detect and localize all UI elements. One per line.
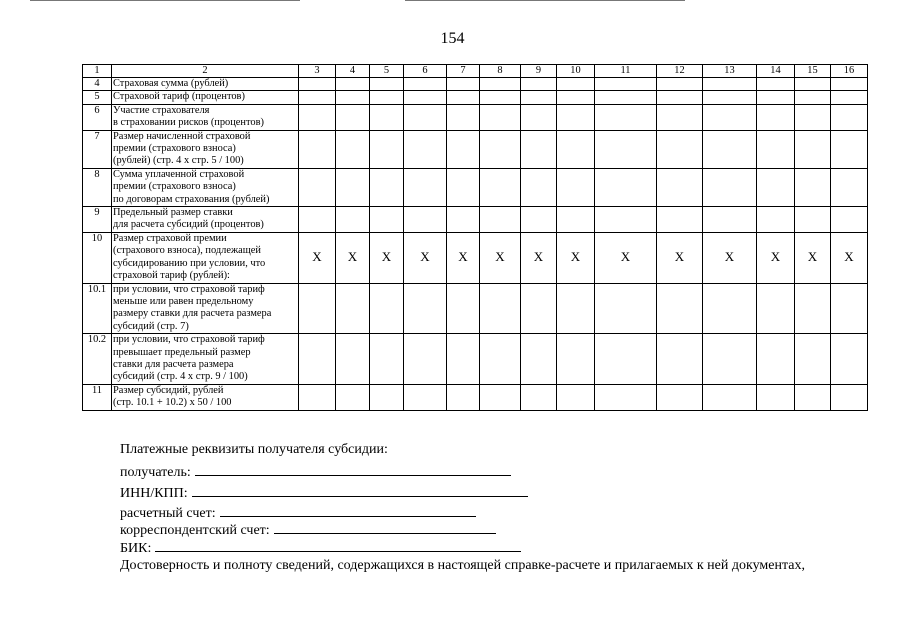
empty-cell <box>336 104 370 130</box>
empty-cell <box>299 168 336 206</box>
column-header-12: 12 <box>657 65 703 78</box>
empty-cell <box>370 384 404 410</box>
row-number: 11 <box>83 384 112 410</box>
empty-cell <box>336 334 370 385</box>
inn-kpp-blank <box>192 483 528 497</box>
empty-cell <box>447 130 480 168</box>
empty-cell <box>370 207 404 233</box>
empty-cell <box>447 104 480 130</box>
table-row <box>83 130 868 168</box>
empty-cell <box>703 283 757 334</box>
subsidy-calculation-table <box>82 64 868 411</box>
row-label-line: (стр. 10.1 + 10.2) х 50 / 100 <box>113 397 232 409</box>
cross-mark-cell: X <box>703 232 757 283</box>
row-label <box>112 130 299 168</box>
empty-cell <box>480 104 521 130</box>
row-label <box>112 78 299 91</box>
empty-cell <box>657 104 703 130</box>
correspondent-account-field <box>120 520 496 539</box>
cross-mark-cell: X <box>831 232 868 283</box>
recipient-field <box>120 462 511 481</box>
empty-cell <box>595 104 657 130</box>
certification-text: Достоверность и полноту сведений, содержащихся в настоящей справке-расчете и прилагаемых к ней документах, <box>120 558 805 573</box>
row-label-line: Участие страхователя <box>113 104 210 116</box>
row-label <box>112 91 299 104</box>
row-label-line: Сумма уплаченной страховой <box>113 168 245 180</box>
top-edge-line-right <box>405 0 685 1</box>
empty-cell <box>795 384 831 410</box>
column-header-7: 7 <box>447 65 480 78</box>
empty-cell <box>757 104 795 130</box>
empty-cell <box>557 104 595 130</box>
empty-cell <box>336 384 370 410</box>
empty-cell <box>657 78 703 91</box>
empty-cell <box>447 78 480 91</box>
empty-cell <box>795 283 831 334</box>
empty-cell <box>521 130 557 168</box>
table-row <box>83 168 868 206</box>
empty-cell <box>336 78 370 91</box>
cross-mark-cell: X <box>480 232 521 283</box>
empty-cell <box>557 78 595 91</box>
empty-cell <box>521 78 557 91</box>
bik-blank <box>155 538 521 552</box>
empty-cell <box>404 384 447 410</box>
empty-cell <box>557 334 595 385</box>
column-header-2: 2 <box>112 65 299 78</box>
bik-field <box>120 538 521 557</box>
cross-mark-cell: X <box>795 232 831 283</box>
empty-cell <box>521 207 557 233</box>
empty-cell <box>370 104 404 130</box>
empty-cell <box>447 207 480 233</box>
empty-cell <box>595 384 657 410</box>
requisites-heading: Платежные реквизиты получателя субсидии: <box>120 442 388 457</box>
correspondent-account-label: корреспондентский счет: <box>120 523 270 538</box>
recipient-label: получатель: <box>120 465 191 480</box>
empty-cell <box>703 104 757 130</box>
empty-cell <box>521 384 557 410</box>
empty-cell <box>404 168 447 206</box>
empty-cell <box>480 91 521 104</box>
table-body <box>83 65 868 411</box>
row-label-line: размеру ставки для расчета размера <box>113 308 272 320</box>
column-header-5: 5 <box>370 65 404 78</box>
recipient-blank <box>195 462 511 476</box>
empty-cell <box>521 91 557 104</box>
empty-cell <box>447 283 480 334</box>
column-header-4: 4 <box>336 65 370 78</box>
empty-cell <box>595 78 657 91</box>
empty-cell <box>404 104 447 130</box>
empty-cell <box>795 334 831 385</box>
row-label-line: при условии, что страховой тариф <box>113 334 265 346</box>
settlement-account-label: расчетный счет: <box>120 506 216 521</box>
empty-cell <box>831 130 868 168</box>
column-header-6: 6 <box>404 65 447 78</box>
empty-cell <box>703 334 757 385</box>
empty-cell <box>336 283 370 334</box>
row-label <box>112 104 299 130</box>
column-header-3: 3 <box>299 65 336 78</box>
table-row <box>83 207 868 233</box>
empty-cell <box>370 283 404 334</box>
empty-cell <box>299 91 336 104</box>
empty-cell <box>447 334 480 385</box>
row-label-line: премии (страхового взноса) <box>113 181 236 193</box>
empty-cell <box>557 283 595 334</box>
table-row <box>83 78 868 91</box>
empty-cell <box>703 207 757 233</box>
settlement-account-blank <box>220 503 476 517</box>
empty-cell <box>370 168 404 206</box>
table-header-row <box>83 65 868 78</box>
row-label-line: превышает предельный размер <box>113 346 251 358</box>
empty-cell <box>831 104 868 130</box>
table-row <box>83 91 868 104</box>
empty-cell <box>595 283 657 334</box>
empty-cell <box>557 384 595 410</box>
empty-cell <box>299 207 336 233</box>
row-label-line: субсидированию при условии, что <box>113 257 266 269</box>
empty-cell <box>595 130 657 168</box>
empty-cell <box>595 207 657 233</box>
row-label-line: премии (страхового взноса) <box>113 143 236 155</box>
row-label-line: при условии, что страховой тариф <box>113 283 265 295</box>
empty-cell <box>404 283 447 334</box>
row-number: 10.2 <box>83 334 112 385</box>
row-label-line: для расчета субсидий (процентов) <box>113 219 264 231</box>
empty-cell <box>370 78 404 91</box>
empty-cell <box>404 334 447 385</box>
row-label-line: страховой тариф (рублей): <box>113 270 230 282</box>
empty-cell <box>299 384 336 410</box>
row-number: 7 <box>83 130 112 168</box>
column-header-8: 8 <box>480 65 521 78</box>
empty-cell <box>657 283 703 334</box>
row-label-line: (страхового взноса), подлежащей <box>113 245 261 257</box>
correspondent-account-blank <box>274 520 496 534</box>
empty-cell <box>595 334 657 385</box>
cross-mark-cell: X <box>595 232 657 283</box>
top-edge-line-left <box>30 0 300 1</box>
empty-cell <box>521 334 557 385</box>
empty-cell <box>557 91 595 104</box>
inn-kpp-label: ИНН/КПП: <box>120 486 188 501</box>
empty-cell <box>370 334 404 385</box>
empty-cell <box>703 78 757 91</box>
row-label-line: в страховании рисков (процентов) <box>113 117 264 129</box>
row-number: 5 <box>83 91 112 104</box>
row-label <box>112 283 299 334</box>
table-row <box>83 384 868 410</box>
inn-kpp-field <box>120 483 528 502</box>
empty-cell <box>703 384 757 410</box>
empty-cell <box>480 283 521 334</box>
column-header-11: 11 <box>595 65 657 78</box>
cross-mark-cell: X <box>336 232 370 283</box>
empty-cell <box>831 384 868 410</box>
row-number: 8 <box>83 168 112 206</box>
empty-cell <box>447 168 480 206</box>
empty-cell <box>521 283 557 334</box>
column-header-13: 13 <box>703 65 757 78</box>
empty-cell <box>557 130 595 168</box>
cross-mark-cell: X <box>447 232 480 283</box>
row-label <box>112 232 299 283</box>
empty-cell <box>657 91 703 104</box>
empty-cell <box>370 130 404 168</box>
row-label-line: ставки для расчета размера <box>113 358 234 370</box>
empty-cell <box>757 78 795 91</box>
empty-cell <box>703 130 757 168</box>
empty-cell <box>404 130 447 168</box>
empty-cell <box>447 384 480 410</box>
column-header-16: 16 <box>831 65 868 78</box>
empty-cell <box>831 78 868 91</box>
cross-mark-cell: X <box>370 232 404 283</box>
empty-cell <box>757 91 795 104</box>
row-label <box>112 384 299 410</box>
empty-cell <box>703 91 757 104</box>
column-header-15: 15 <box>795 65 831 78</box>
table-row <box>83 232 868 283</box>
table-row <box>83 283 868 334</box>
cross-mark-cell: X <box>299 232 336 283</box>
table-row <box>83 104 868 130</box>
row-label <box>112 207 299 233</box>
row-label-line: Размер субсидий, рублей <box>113 384 224 396</box>
row-number: 4 <box>83 78 112 91</box>
empty-cell <box>480 78 521 91</box>
empty-cell <box>795 207 831 233</box>
empty-cell <box>480 334 521 385</box>
row-label-line: по договорам страхования (рублей) <box>113 193 270 205</box>
row-label <box>112 334 299 385</box>
empty-cell <box>595 91 657 104</box>
table-row <box>83 334 868 385</box>
empty-cell <box>370 91 404 104</box>
empty-cell <box>657 168 703 206</box>
empty-cell <box>595 168 657 206</box>
empty-cell <box>557 207 595 233</box>
row-label-line: Размер начисленной страховой <box>113 130 251 142</box>
empty-cell <box>404 207 447 233</box>
empty-cell <box>757 384 795 410</box>
row-label <box>112 168 299 206</box>
empty-cell <box>404 91 447 104</box>
empty-cell <box>521 104 557 130</box>
empty-cell <box>480 384 521 410</box>
empty-cell <box>703 168 757 206</box>
column-header-9: 9 <box>521 65 557 78</box>
row-label-line: Страховая сумма (рублей) <box>113 78 229 89</box>
empty-cell <box>480 130 521 168</box>
row-label-line: меньше или равен предельному <box>113 295 254 307</box>
empty-cell <box>795 130 831 168</box>
empty-cell <box>831 283 868 334</box>
empty-cell <box>657 207 703 233</box>
empty-cell <box>831 207 868 233</box>
empty-cell <box>657 130 703 168</box>
row-label-line: Размер страховой премии <box>113 232 227 244</box>
empty-cell <box>557 168 595 206</box>
row-number: 6 <box>83 104 112 130</box>
empty-cell <box>657 334 703 385</box>
empty-cell <box>757 130 795 168</box>
cross-mark-cell: X <box>757 232 795 283</box>
row-label-line: Страховой тариф (процентов) <box>113 91 245 103</box>
bik-label: БИК: <box>120 541 152 556</box>
empty-cell <box>299 283 336 334</box>
empty-cell <box>336 168 370 206</box>
cross-mark-cell: X <box>521 232 557 283</box>
empty-cell <box>831 91 868 104</box>
cross-mark-cell: X <box>404 232 447 283</box>
row-label-line: субсидий (стр. 7) <box>113 320 189 332</box>
empty-cell <box>521 168 557 206</box>
row-label-line: субсидий (стр. 4 х стр. 9 / 100) <box>113 371 248 383</box>
empty-cell <box>299 104 336 130</box>
empty-cell <box>480 207 521 233</box>
empty-cell <box>299 130 336 168</box>
cross-mark-cell: X <box>657 232 703 283</box>
empty-cell <box>447 91 480 104</box>
empty-cell <box>757 283 795 334</box>
empty-cell <box>831 334 868 385</box>
row-number: 10.1 <box>83 283 112 334</box>
empty-cell <box>795 78 831 91</box>
empty-cell <box>657 384 703 410</box>
column-header-10: 10 <box>557 65 595 78</box>
empty-cell <box>757 168 795 206</box>
empty-cell <box>795 104 831 130</box>
row-number: 10 <box>83 232 112 283</box>
row-label-line: Предельный размер ставки <box>113 207 233 219</box>
empty-cell <box>831 168 868 206</box>
empty-cell <box>336 91 370 104</box>
row-label-line: (рублей) (стр. 4 х стр. 5 / 100) <box>113 155 244 167</box>
empty-cell <box>336 207 370 233</box>
empty-cell <box>757 334 795 385</box>
column-header-14: 14 <box>757 65 795 78</box>
empty-cell <box>480 168 521 206</box>
cross-mark-cell: X <box>557 232 595 283</box>
empty-cell <box>336 130 370 168</box>
column-header-1: 1 <box>83 65 112 78</box>
empty-cell <box>757 207 795 233</box>
page-number: 154 <box>440 30 465 47</box>
empty-cell <box>299 334 336 385</box>
empty-cell <box>795 91 831 104</box>
row-number: 9 <box>83 207 112 233</box>
empty-cell <box>299 78 336 91</box>
empty-cell <box>795 168 831 206</box>
empty-cell <box>404 78 447 91</box>
